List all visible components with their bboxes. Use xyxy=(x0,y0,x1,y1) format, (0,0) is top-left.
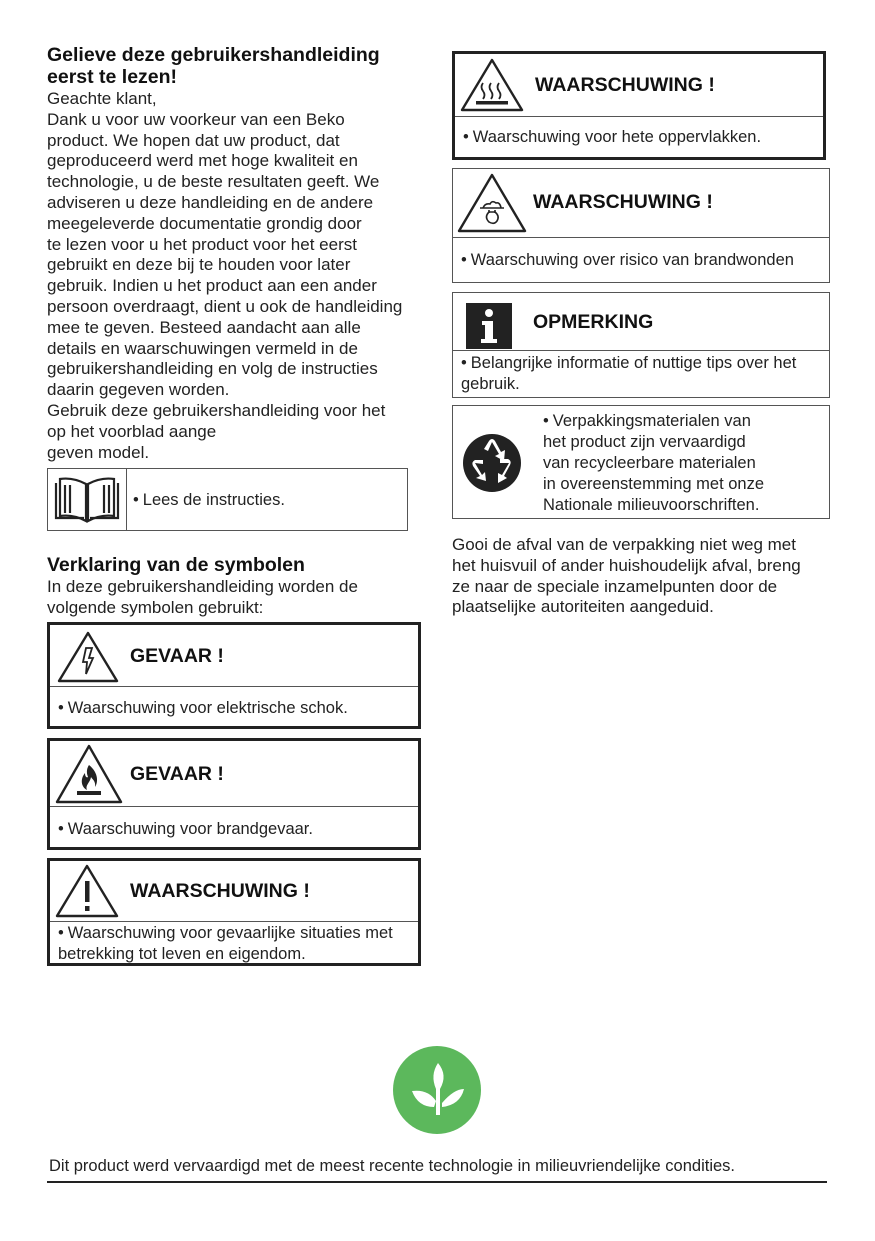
intro-heading xyxy=(47,44,380,88)
recycle-text xyxy=(543,411,764,516)
intro-line: gebruik. Indien u het product aan een ander xyxy=(47,276,377,296)
box-header xyxy=(455,54,823,117)
read-instructions-box xyxy=(47,468,408,531)
intro-line: geproduceerd werd met hoge kwaliteit en xyxy=(47,151,358,171)
box-description xyxy=(453,351,829,395)
box-title: OPMERKING xyxy=(533,311,654,333)
intro-line: gebruikershandleiding en volg de instructies xyxy=(47,359,378,379)
intro-line: te lezen voor u het product voor het eerst xyxy=(47,234,357,254)
box-desc-line: gebruik. xyxy=(461,375,520,393)
box-title: WAARSCHUWING ! xyxy=(130,880,310,902)
intro-line: product. We hopen dat uw product, dat xyxy=(47,130,340,150)
waste-line: ze naar de speciale inzamelpunten door de xyxy=(452,576,778,596)
box-desc-line: • Waarschuwing voor brandgevaar. xyxy=(58,819,418,840)
divider xyxy=(126,469,127,530)
danger-electric-box xyxy=(47,622,421,729)
box-header xyxy=(50,625,418,687)
intro-paragraph xyxy=(47,89,402,463)
burn-risk-icon xyxy=(456,172,528,234)
recycle-line: in overeenstemming met onze xyxy=(543,475,765,493)
recycle-line: van recycleerbare materialen xyxy=(543,454,756,472)
box-title: GEVAAR ! xyxy=(130,645,224,667)
waste-line: Gooi de afval van de verpakking niet weg met xyxy=(452,535,796,554)
box-title: GEVAAR ! xyxy=(130,763,224,785)
intro-line: meegeleverde documentatie grondig door xyxy=(47,213,362,233)
footer-text: Dit product werd vervaardigd met de meest recente technologie in milieuvriendelijke condities. xyxy=(49,1157,736,1175)
box-header xyxy=(453,293,829,351)
intro-line: persoon overdraagt, dient u ook de handleiding xyxy=(47,296,403,316)
eco-leaf-icon xyxy=(392,1045,482,1135)
warning-hot-surface-box xyxy=(452,51,826,160)
waste-line: plaatselijke autoriteiten aangeduid. xyxy=(452,597,714,617)
intro-line: Dank u voor uw voorkeur van een Beko xyxy=(47,109,345,129)
symbols-heading: Verklaring van de symbolen xyxy=(47,554,305,576)
intro-line: daarin gegeven worden. xyxy=(47,380,230,400)
book-icon xyxy=(51,476,123,524)
box-description xyxy=(50,922,418,965)
waste-paragraph xyxy=(452,535,801,618)
intro-line: Gebruik deze gebruikershandleiding voor het xyxy=(47,400,386,420)
box-description xyxy=(50,687,418,719)
read-instructions-text: • Lees de instructies. xyxy=(133,490,285,511)
box-description xyxy=(455,117,823,148)
intro-line: op het voorblad aange xyxy=(47,421,217,441)
recycle-icon xyxy=(462,433,522,493)
symbols-intro-line: In deze gebruikershandleiding worden de xyxy=(47,577,358,596)
intro-line: details en waarschuwingen vermeld in de xyxy=(47,338,358,358)
box-desc-line: • Waarschuwing over risico van brandwonden xyxy=(461,250,829,271)
note-info-box xyxy=(452,292,830,398)
waste-line: het huisvuil of ander huishoudelijk afval, breng xyxy=(452,555,801,575)
intro-line: Geachte klant, xyxy=(47,89,157,108)
recycle-line: Nationale milieuvoorschriften. xyxy=(543,496,760,514)
warning-general-box xyxy=(47,858,421,966)
danger-fire-box xyxy=(47,738,421,850)
electric-shock-icon xyxy=(56,630,120,684)
intro-line: adviseren u deze handleiding en de andere xyxy=(47,192,374,212)
box-title: WAARSCHUWING ! xyxy=(533,191,713,213)
intro-line: mee te geven. Besteed aandacht aan alle xyxy=(47,317,361,337)
box-title: WAARSCHUWING ! xyxy=(535,74,715,96)
box-header xyxy=(50,741,418,807)
box-description xyxy=(50,807,418,840)
intro-line: geven model. xyxy=(47,442,150,462)
box-desc-line: • Waarschuwing voor elektrische schok. xyxy=(58,698,418,719)
box-header xyxy=(50,861,418,922)
box-description xyxy=(453,238,829,271)
box-desc-line: • Waarschuwing voor hete oppervlakken. xyxy=(463,127,823,148)
recycle-line: • Verpakkingsmaterialen van xyxy=(543,411,764,432)
symbols-intro xyxy=(47,577,358,619)
symbols-intro-line: volgende symbolen gebruikt: xyxy=(47,597,264,617)
box-header xyxy=(453,169,829,238)
hot-surface-icon xyxy=(459,57,525,113)
box-desc-line: betrekking tot leven en eigendom. xyxy=(58,945,306,963)
warning-burn-box xyxy=(452,168,830,283)
info-icon xyxy=(466,303,512,349)
intro-line: gebruikt en deze bij te houden voor later xyxy=(47,255,351,275)
box-desc-line: • Waarschuwing voor gevaarlijke situaties met xyxy=(58,923,418,944)
intro-line: technologie, u de beste resultaten geeft. We xyxy=(47,172,380,192)
intro-heading-line: eerst te lezen! xyxy=(47,66,178,88)
recycle-box xyxy=(452,405,830,519)
exclamation-icon xyxy=(54,863,120,919)
intro-heading-line: Gelieve deze gebruikershandleiding xyxy=(47,44,380,66)
fire-icon xyxy=(54,743,124,805)
recycle-line: het product zijn vervaardigd xyxy=(543,433,746,451)
box-desc-line: • Belangrijke informatie of nuttige tips over het xyxy=(461,353,829,374)
footer-divider xyxy=(47,1181,827,1183)
